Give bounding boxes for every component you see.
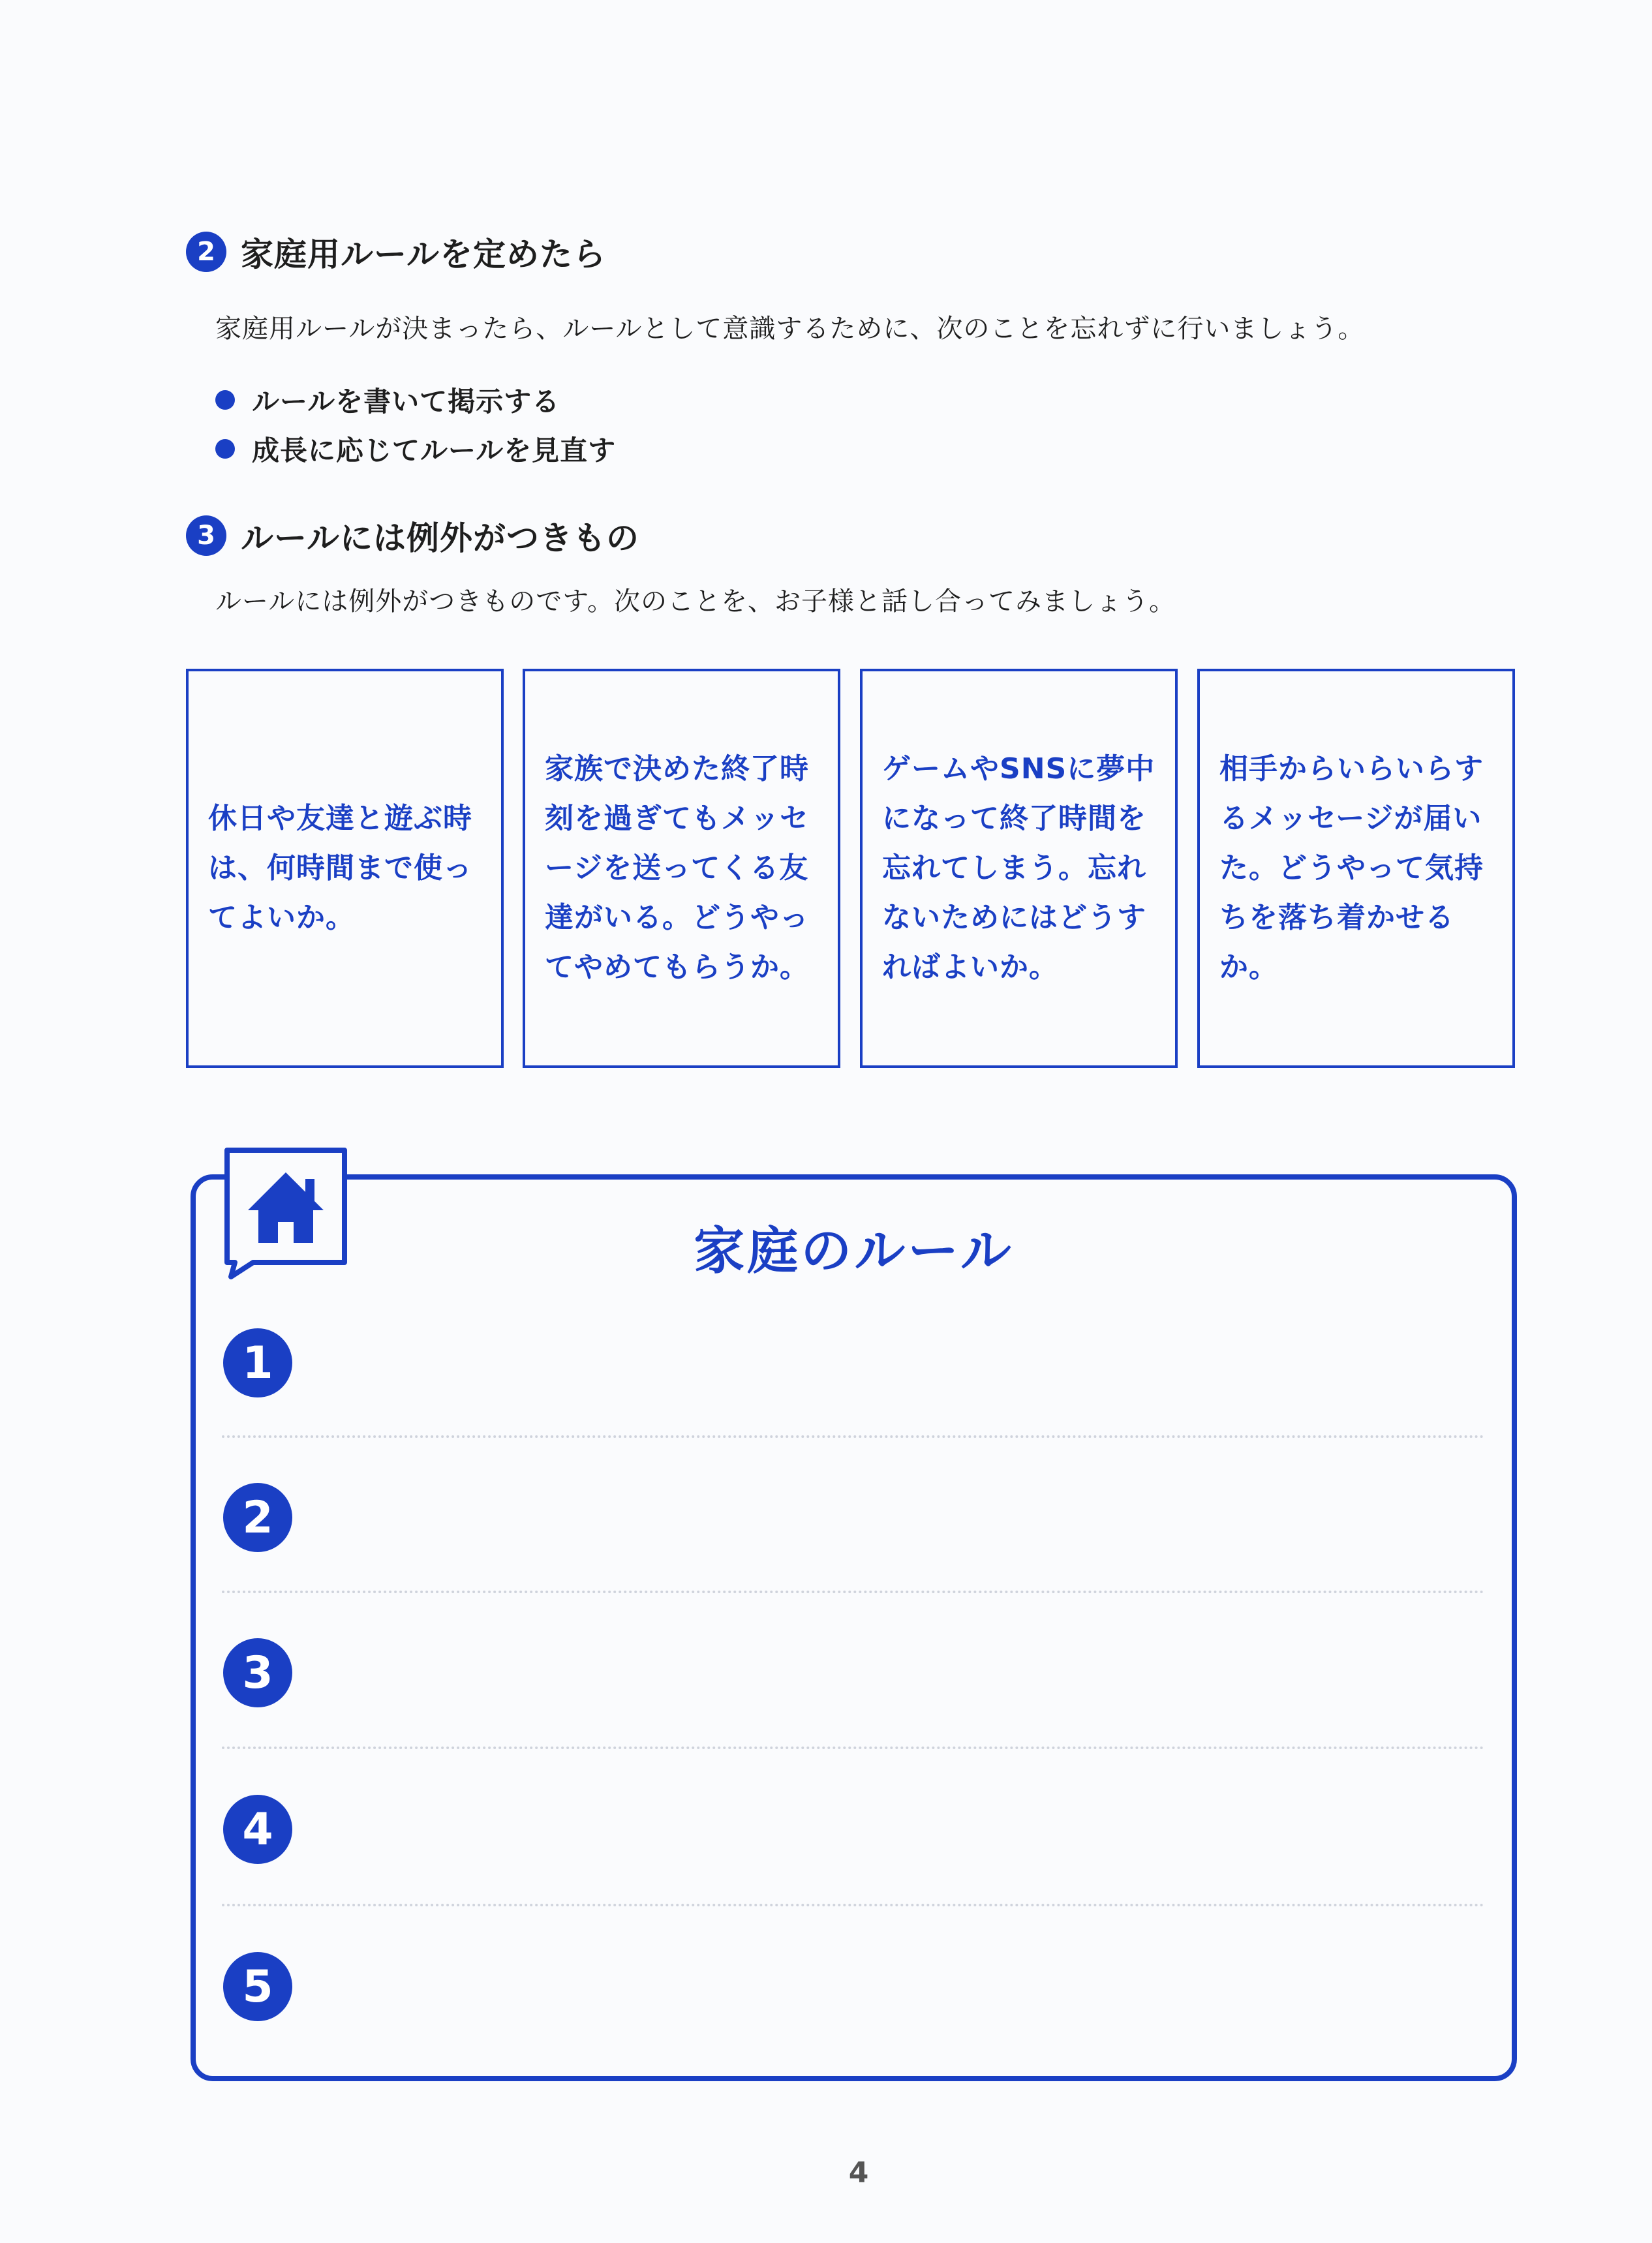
family-rules-panel [191, 1174, 1517, 2081]
section-3-title: ルールには例外がつきもの [241, 519, 639, 557]
bullet-text: 成長に応じてルールを見直す [252, 434, 617, 466]
rule-number-badge: 1 [223, 1328, 292, 1397]
rule-entry-line[interactable] [222, 1904, 1484, 1906]
bullet-list [215, 375, 616, 473]
discussion-box-4 [1197, 669, 1515, 1068]
rule-entry-line[interactable] [222, 1435, 1484, 1438]
rule-number-badge: 5 [223, 1952, 292, 2021]
page-number: 4 [848, 2156, 869, 2190]
discussion-box-1 [186, 669, 504, 1068]
rule-number-badge: 3 [223, 1638, 292, 1707]
list-item [215, 375, 616, 424]
discussion-text: ゲームやSNSに夢中になって終了時間を忘れてしまう。忘れないためにはどうすればよいか。 [882, 752, 1155, 984]
bullet-dot-icon [215, 439, 235, 459]
section-3-body: ルールには例外がつきものです。次のことを、お子様と話し合ってみましょう。 [215, 587, 1176, 617]
rules-title: 家庭のルール [694, 1222, 1014, 1281]
rule-number-badge: 4 [223, 1795, 292, 1864]
list-item [215, 424, 616, 473]
rule-entry-line[interactable] [222, 1591, 1484, 1593]
discussion-text: 休日や友達と遊ぶ時は、何時間まで使ってよいか。 [208, 802, 472, 934]
section-3-heading [186, 512, 639, 559]
discussion-text: 相手からいらいらするメッセージが届いた。どうやって気持ちを落ち着かせるか。 [1219, 752, 1484, 984]
discussion-text: 家族で決めた終了時刻を過ぎてもメッセージを送ってくる友達がいる。どうやってやめてもらうか。 [545, 752, 809, 984]
bullet-text: ルールを書いて掲示する [252, 385, 560, 418]
bullet-dot-icon [215, 390, 235, 410]
rule-entry-line[interactable] [222, 1747, 1484, 1749]
section-number-badge: 2 [186, 232, 226, 272]
discussion-box-3 [860, 669, 1178, 1068]
section-number-badge: 3 [186, 515, 226, 556]
section-2-body: 家庭用ルールが決まったら、ルールとして意識するために、次のことを忘れずに行いましょう。 [215, 314, 1365, 344]
section-2-title: 家庭用ルールを定めたら [241, 236, 606, 273]
section-2-heading [186, 228, 606, 275]
rule-number-badge: 2 [223, 1483, 292, 1552]
discussion-box-2 [523, 669, 840, 1068]
